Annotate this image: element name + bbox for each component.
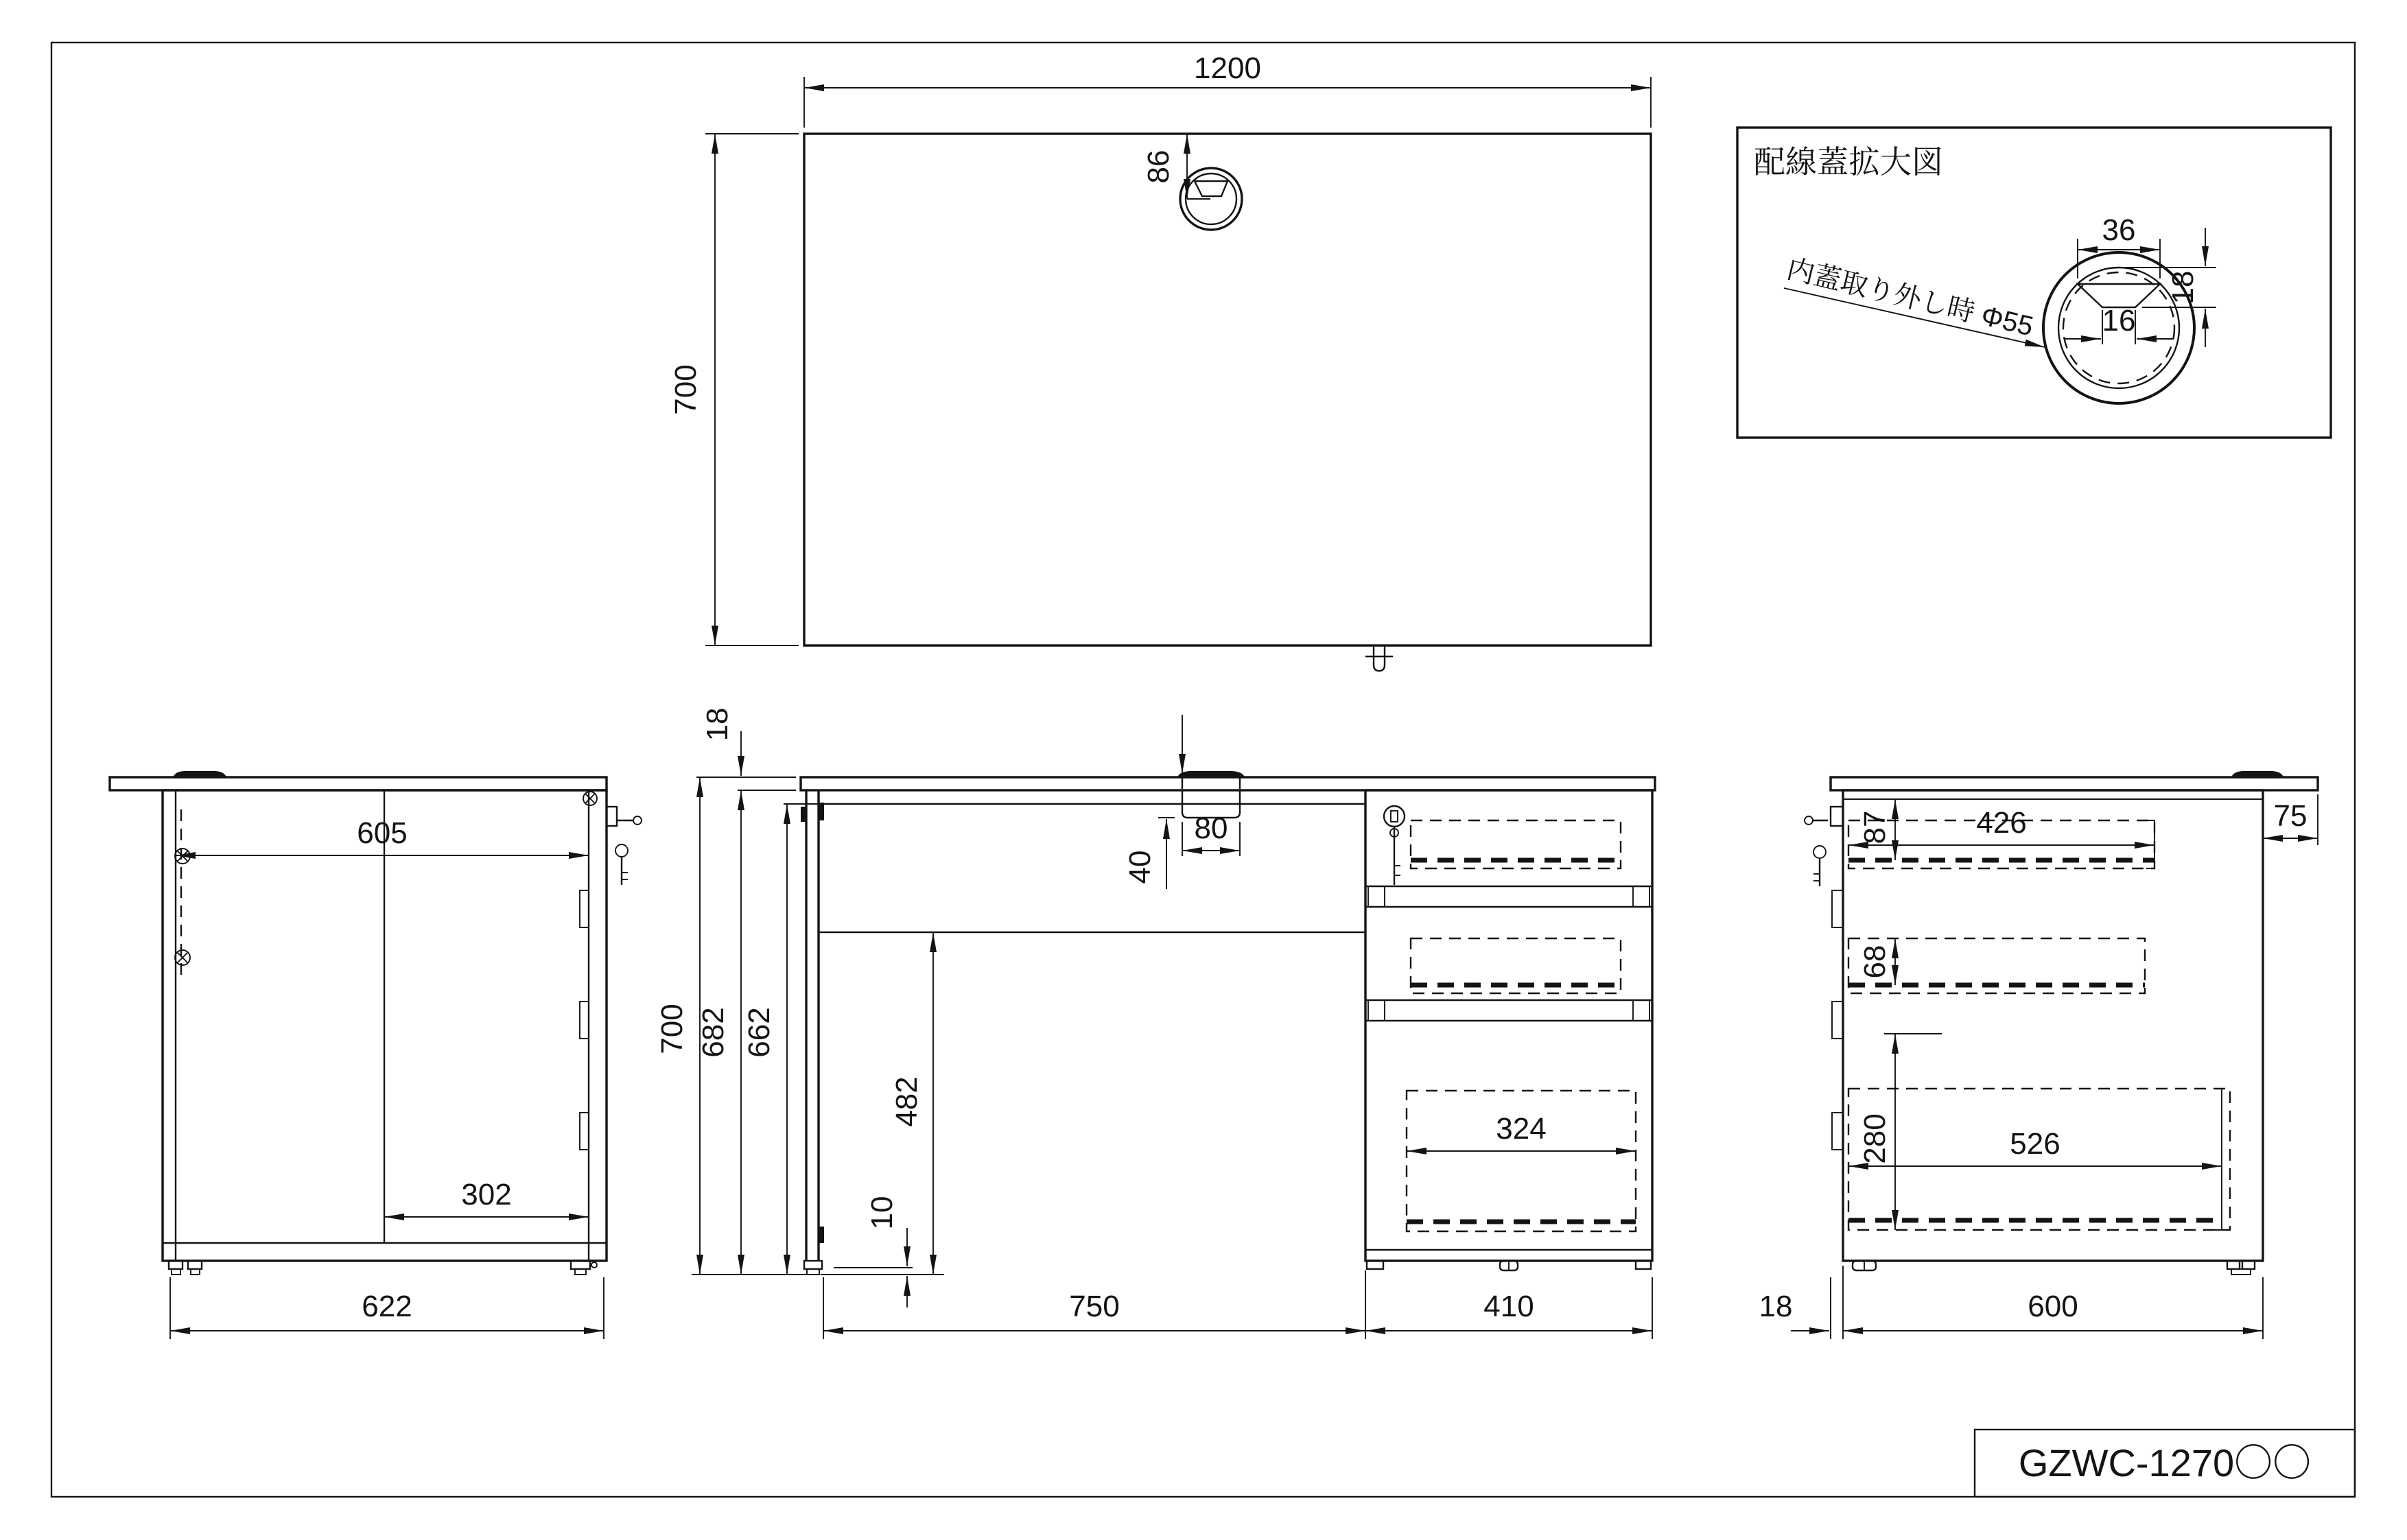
lock-and-keys-icon [607,807,642,885]
front-leg [801,790,824,1275]
dim-left-302 [384,1178,589,1217]
dim-front-662 [742,804,823,1275]
dim-front-324 [1407,1112,1636,1151]
pedestal-feet [1367,1261,1651,1270]
dim-label-40: 40 [1123,850,1157,884]
dim-label-18-detail: 18 [2166,270,2200,305]
dim-label-68: 68 [1858,945,1892,979]
leader-note: 内蓋取り外し時 Φ55 [1783,253,2036,342]
left-top-slab [110,777,607,790]
dim-label-324: 324 [1496,1112,1547,1146]
dim-label-605: 605 [357,816,408,850]
dim-front-750 [823,1270,1365,1339]
dim-label-87: 87 [1858,810,1892,844]
title-block [1975,1430,2355,1497]
right-side-view [1759,771,2318,1339]
page-border [51,43,2355,1497]
left-feet [169,1261,597,1275]
hidden-drawer-boxes-front [1407,820,1636,1231]
dim-detail-36 [2078,213,2160,279]
dim-label-700-plan: 700 [669,364,703,415]
dim-right-600 [1843,1277,2263,1339]
dim-front-40 [1123,818,1175,889]
dim-label-80: 80 [1194,812,1228,845]
dim-label-280: 280 [1858,1113,1892,1164]
dim-label-482: 482 [890,1076,924,1127]
dim-right-87 [1858,799,1895,860]
dim-front-682 [696,790,741,1275]
grommet-cover-edge-icon [2231,771,2283,777]
grommet-notch [1195,181,1228,196]
right-top-slab [1831,777,2318,790]
screw-icon [175,950,190,965]
dim-label-1200: 1200 [1194,51,1261,85]
part-number: GZWC-1270〇〇 [2018,1441,2312,1484]
dim-label-700: 700 [655,1004,689,1054]
dim-label-682: 682 [696,1007,730,1058]
dim-top-depth [669,134,799,645]
hidden-drawer-boxes-right [1848,820,2230,1230]
dim-right-526 [1848,1127,2222,1166]
dim-label-410: 410 [1483,1290,1534,1323]
pull-notch [580,1002,589,1039]
dim-label-750: 750 [1069,1290,1120,1323]
dim-detail-16 [2064,304,2174,344]
pull-notch [1832,890,1843,927]
dim-front-18 [696,708,796,790]
dim-label-86: 86 [1142,150,1175,184]
lock-and-keys-icon [1384,806,1405,885]
dim-left-622 [170,1277,604,1339]
dim-label-662: 662 [742,1007,776,1058]
pull-notch [1832,1113,1843,1150]
right-feet [1853,1261,2255,1275]
drawer-fronts [1365,886,1652,1250]
screw-icon [175,849,190,864]
screw-icon [583,792,597,805]
dim-label-18-bottom: 18 [1759,1290,1793,1323]
grommet-cover-edge-icon [1177,771,1245,777]
detail-title: 配線蓋拡大図 [1754,144,1943,180]
pull-notch [580,890,589,927]
dim-label-16: 16 [2102,304,2136,337]
lock-and-keys-icon [1805,807,1843,886]
dim-front-410 [1365,1277,1652,1339]
dim-label-302: 302 [461,1178,512,1211]
front-view [655,708,1655,1339]
dim-right-75 [2263,794,2318,845]
dim-label-622: 622 [362,1290,412,1323]
left-side-view [110,771,642,1339]
dim-right-280 [1858,1034,1942,1230]
dim-label-10: 10 [865,1196,899,1230]
dim-front-10 [834,1196,913,1307]
dim-detail-18 [2126,228,2216,347]
desk-top-outline [804,134,1651,645]
front-top-slab [801,777,1655,790]
detail-view-box [1737,128,2331,438]
lock-plan-icon [1365,645,1393,671]
dim-left-605 [176,816,589,855]
dim-top-width [804,51,1651,128]
pull-notch [1832,1002,1843,1039]
dim-label-526: 526 [2010,1127,2060,1161]
grommet-cover-edge-icon [173,771,226,777]
pull-notch [580,1113,589,1150]
dim-label-600: 600 [2028,1290,2078,1323]
top-view [669,51,1651,671]
dim-right-18 [1759,1266,1843,1339]
dim-label-426: 426 [1976,806,2027,840]
dim-right-426 [1848,806,2154,845]
detail-leader [1784,254,2045,347]
dim-label-36: 36 [2102,213,2136,247]
dim-right-68 [1858,938,1895,985]
dim-grommet-offset [1142,134,1210,199]
dim-label-18-top: 18 [701,707,734,742]
dim-label-75: 75 [2273,799,2308,833]
